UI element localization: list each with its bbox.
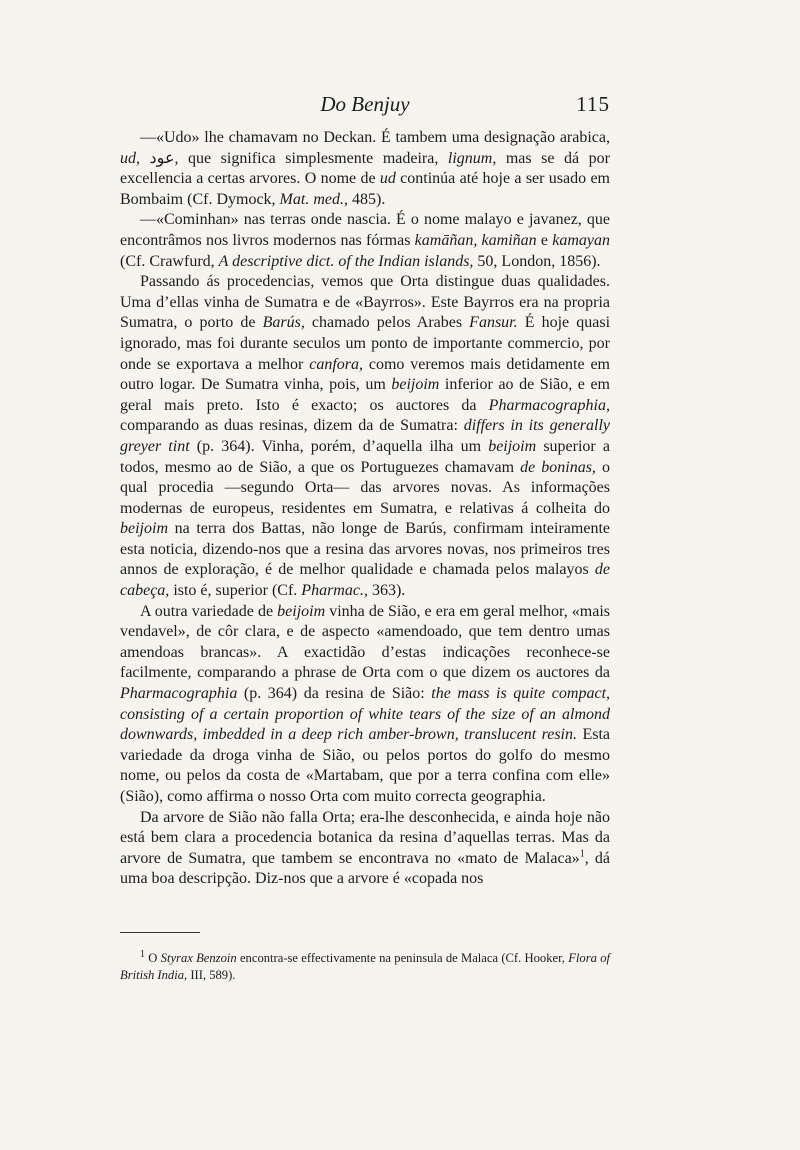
text-run: 50, London, 1856). bbox=[473, 252, 601, 270]
text-run: e bbox=[536, 231, 553, 249]
italic-run: kamayan bbox=[552, 231, 611, 249]
text-run: Da arvore de Sião não falla Orta; era-lhe desconhecida, e ainda hoje não está bem clara a procedencia botanica da resina d’aquellas terras. Mas da arvore de Sumatra, que tambem se encontrava no «mato de Malaca» bbox=[120, 808, 610, 867]
italic-run: ud, bbox=[120, 149, 140, 167]
text-run: عود, que significa simplesmente madeira, bbox=[140, 149, 448, 167]
text-run: encontra-se effectivamente na peninsula de Malaca (Cf. Hooker, bbox=[236, 951, 569, 965]
italic-run: Pharmacographia, bbox=[488, 396, 610, 414]
italic-run: Styrax Benzoin bbox=[160, 951, 237, 965]
text-run: inferior ao de Sião, e em geral mais preto. Isto é exacto; os auctores da bbox=[120, 376, 610, 414]
page-number: 115 bbox=[576, 92, 610, 116]
paragraph bbox=[120, 210, 610, 272]
italic-run: beijoim bbox=[277, 602, 326, 620]
italic-run: Pharmacographia bbox=[120, 685, 238, 703]
footnote bbox=[120, 950, 610, 984]
footnote-marker: 1 bbox=[579, 848, 585, 860]
text-run: isto é, superior (Cf. bbox=[169, 582, 302, 600]
text-run: superior a todos, mesmo ao de Sião, a que os Portuguezes chamavam bbox=[120, 437, 611, 476]
italic-run: ud bbox=[379, 170, 396, 188]
text-run: —«Udo» lhe chamavam no Deckan. É tambem uma designação arabica, bbox=[140, 129, 610, 146]
text-run: como veremos mais detidamente em outro logar. De Sumatra vinha, pois, um bbox=[120, 355, 610, 394]
italic-run: canfora, bbox=[309, 355, 363, 373]
italic-run: the mass is quite compact, consisting of a certain proportion of white tears of the size of an almond downwards, imbedded in a deep rich amber-brown, translucent resin. bbox=[120, 685, 611, 744]
text-run: , dá uma boa descripção. Diz-nos que a arvore é «copada nos bbox=[120, 849, 610, 888]
text-run: O bbox=[145, 951, 161, 965]
text-run: É hoje quasi ignorado, mas foi durante seculos um ponto de importante commercio, por onde se exportava a melhor bbox=[120, 314, 611, 373]
text-run: 363). bbox=[367, 582, 406, 600]
text-run: (p. 364) da resina de Sião: bbox=[237, 685, 432, 703]
italic-run: de cabeça, bbox=[120, 561, 610, 600]
text-run: Passando ás procedencias, vemos que Orta distingue duas qualidades. Uma d’ellas vinha de Sumatra e de «Bayrros». Este Bayrros era na propria Sumatra, o porto de bbox=[120, 273, 610, 332]
italic-run: kamāñan, kamiñan bbox=[414, 231, 537, 249]
italic-run: beijoim bbox=[120, 520, 168, 538]
footnote-divider bbox=[120, 932, 200, 933]
italic-run: lignum, bbox=[447, 149, 497, 167]
paragraph bbox=[120, 128, 610, 210]
italic-run: beijoim bbox=[391, 376, 440, 394]
paragraph bbox=[120, 272, 610, 602]
italic-run: Pharmac., bbox=[301, 582, 368, 600]
text-run: chamado pelos Arabes bbox=[304, 314, 470, 332]
text-run: III, 589). bbox=[187, 968, 236, 982]
text-run: —«Cominhan» nas terras onde nascia. É o nome malayo e javanez, que encontrâmos nos livros modernos nas fórmas bbox=[120, 211, 610, 249]
text-run: comparando as duas resinas, dizem da de Sumatra: bbox=[120, 417, 464, 435]
text-run: (p. 364). Vinha, porém, d’aquella ilha um bbox=[189, 437, 489, 455]
italic-run: beijoim bbox=[488, 437, 537, 455]
text-run: continúa até hoje a ser usado em Bombaim (Cf. Dymock, bbox=[120, 170, 611, 208]
italic-run: Flora of British India, bbox=[120, 951, 610, 982]
italic-run: differs in its generally greyer tint bbox=[120, 417, 611, 455]
italic-run: A descriptive dict. of the Indian islands, bbox=[218, 252, 474, 270]
text-run: mas se dá por excellencia a certas arvores. O nome de bbox=[120, 149, 611, 188]
paragraph bbox=[120, 602, 610, 808]
text-run: o qual procedia —segundo Orta— das arvores novas. As informações modernas de europeus, residentes em Sumatra, e relativas á colheita do bbox=[120, 458, 610, 517]
running-title: Do Benjuy bbox=[320, 92, 410, 116]
text-run: vinha de Sião, e era em geral melhor, «mais vendavel», de côr clara, e de aspecto «amendoado, que tem dentro umas amendoas brancas». A exactidão d’estas indicações reconhece-se facilmente, comparando a phrase de Orta com o que dizem os auctores da bbox=[120, 602, 610, 682]
footnote-marker: 1 bbox=[140, 948, 145, 960]
italic-run: Mat. med., bbox=[279, 190, 348, 208]
paragraph bbox=[120, 808, 610, 890]
italic-run: de boninas, bbox=[520, 458, 596, 476]
text-run: na terra dos Battas, não longe de Barús, confirmam inteiramente esta noticia, dizendo-nos que a resina das arvores novas, nos primeiros tres annos de exploração, é de melhor qualidade e chamada pelos malayos bbox=[120, 520, 610, 579]
text-run: 485). bbox=[347, 190, 386, 208]
body-text bbox=[120, 128, 610, 890]
footnote-paragraph bbox=[120, 950, 610, 984]
text-run: A outra variedade de bbox=[140, 602, 278, 620]
text-run: Esta variedade da droga vinha de Sião, ou pelos portos do golfo do mesmo nome, ou pelos da costa de «Martabam, que por a terra confina com elle» (Sião), como affirma o nosso Orta com muito correcta geographia. bbox=[120, 726, 611, 805]
text-run: (Cf. Crawfurd, bbox=[120, 252, 219, 270]
italic-run: Fansur. bbox=[469, 314, 518, 332]
italic-run: Barús, bbox=[262, 314, 305, 332]
page-header bbox=[120, 92, 610, 122]
